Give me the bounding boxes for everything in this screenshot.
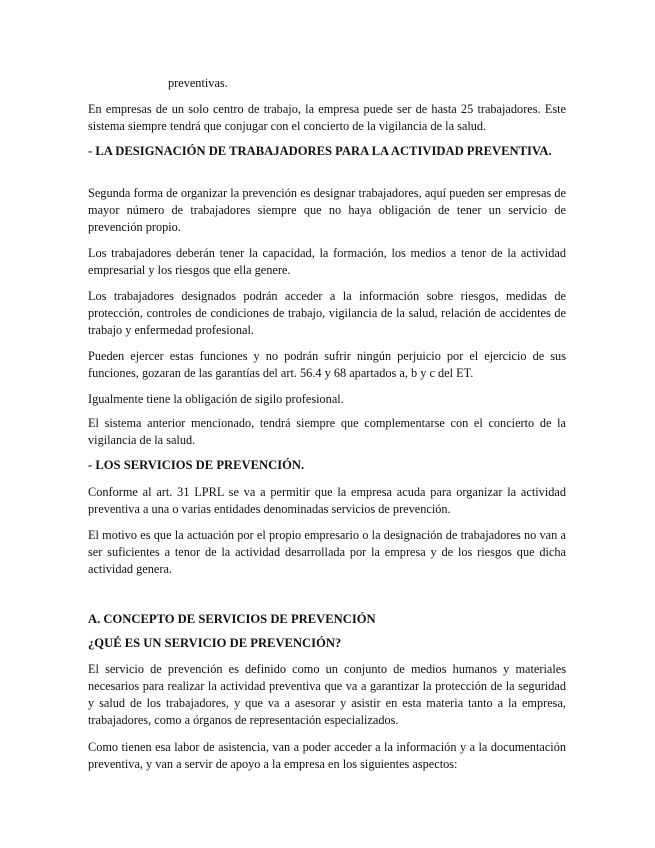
- list-fragment: preventivas.: [168, 76, 228, 90]
- paragraph-capacidad: Los trabajadores deberán tener la capacidad, la formación, los medios a tenor de la actividad empresarial y los riesgos que ella genere.: [88, 246, 566, 277]
- heading-servicios-prevencion: - LOS SERVICIOS DE PREVENCIÓN.: [88, 458, 305, 472]
- paragraph-motivo: El motivo es que la actuación por el propio empresario o la designación de trabajadores no van a ser suficientes a tenor de la actividad desarrollada por la empresa y de los riesgos que dicha actividad genera.: [88, 528, 566, 576]
- paragraph-informacion-riesgos: Los trabajadores designados podrán acceder a la información sobre riesgos, medidas de protección, controles de condiciones de trabajo, vigilancia de la salud, relación de accidentes de trabajo y enfermedad profesional.: [88, 289, 566, 337]
- paragraph-segunda-forma: Segunda forma de organizar la prevención es designar trabajadores, aquí pueden ser empresas de mayor número de trabajadores siempre que no haya obligación de tener un servicio de prevención propio.: [88, 186, 566, 234]
- heading-que-es-servicio: ¿QUÉ ES UN SERVICIO DE PREVENCIÓN?: [88, 636, 342, 650]
- heading-designacion-trabajadores: - LA DESIGNACIÓN DE TRABAJADORES PARA LA ACTIVIDAD PREVENTIVA.: [88, 144, 552, 158]
- paragraph-funciones-garantias: Pueden ejercer estas funciones y no podrán sufrir ningún perjuicio por el ejercicio de sus funciones, gozaran de las garantías del art. 56.4 y 68 apartados a, b y c del ET.: [88, 349, 566, 380]
- paragraph-centro-trabajo: En empresas de un solo centro de trabajo, la empresa puede ser de hasta 25 trabajadores. Este sistema siempre tendrá que conjugar con el concierto de la vigilancia de la salud.: [88, 102, 566, 133]
- paragraph-definicion-servicio: El servicio de prevención es definido como un conjunto de medios humanos y materiales necesarios para realizar la actividad preventiva que va a garantizar la protección de la seguridad y salud de los trabajadores, y que va a asesorar y asistir en esta materia tanto a la empresa, trabajadores, como a órganos de representación especializados.: [88, 662, 566, 727]
- paragraph-sigilo: Igualmente tiene la obligación de sigilo profesional.: [88, 392, 344, 406]
- paragraph-art-31-lprl: Conforme al art. 31 LPRL se va a permitir que la empresa acuda para organizar la actividad preventiva a una o varias entidades denominadas servicios de prevención.: [88, 485, 566, 516]
- paragraph-sistema-anterior: El sistema anterior mencionado, tendrá siempre que complementarse con el concierto de la vigilancia de la salud.: [88, 416, 566, 447]
- heading-concepto-servicios: A. CONCEPTO DE SERVICIOS DE PREVENCIÓN: [88, 612, 376, 626]
- paragraph-labor-asistencia: Como tienen esa labor de asistencia, van a poder acceder a la información y a la documentación preventiva, y van a servir de apoyo a la empresa en los siguientes aspectos:: [88, 740, 566, 771]
